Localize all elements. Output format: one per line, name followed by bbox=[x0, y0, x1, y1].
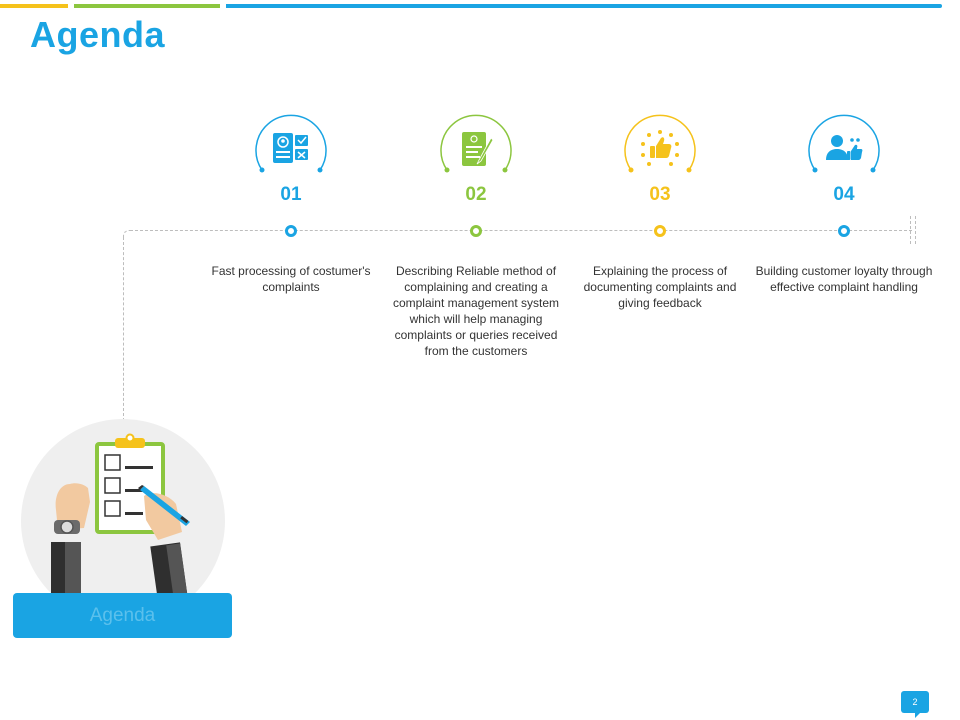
step-number: 03 bbox=[649, 184, 671, 205]
document-checklist-icon bbox=[254, 112, 328, 186]
page-title: Agenda bbox=[30, 14, 166, 55]
agenda-label-box bbox=[13, 593, 232, 638]
agenda-step-2 bbox=[386, 112, 566, 382]
step-description: Fast processing of costumer's complaints bbox=[211, 264, 371, 294]
page-number-badge bbox=[901, 691, 929, 713]
accent-bar-blue bbox=[226, 4, 942, 8]
signed-document-icon bbox=[439, 112, 513, 186]
agenda-step-1 bbox=[201, 112, 381, 382]
timeline-dot bbox=[838, 225, 850, 237]
timeline-dot bbox=[285, 225, 297, 237]
step-description: Explaining the process of documenting complaints and giving feedback bbox=[583, 264, 737, 310]
customer-loyalty-icon bbox=[807, 112, 881, 186]
timeline-connector bbox=[123, 237, 124, 421]
timeline-dot bbox=[654, 225, 666, 237]
agenda-label: Agenda bbox=[89, 604, 156, 626]
thumbs-up-stars-icon bbox=[623, 112, 697, 186]
agenda-step-4 bbox=[754, 112, 934, 382]
step-number: 04 bbox=[833, 184, 855, 205]
timeline-corner bbox=[123, 230, 133, 240]
agenda-step-3 bbox=[570, 112, 750, 382]
timeline-dot bbox=[470, 225, 482, 237]
step-number: 02 bbox=[465, 184, 487, 205]
step-number: 01 bbox=[280, 184, 302, 205]
step-description: Building customer loyalty through effective complaint handling bbox=[755, 264, 933, 294]
step-description: Describing Reliable method of complaining and creating a complaint management system which will help managing complaints or queries received from the customers bbox=[392, 264, 560, 358]
accent-bar-green bbox=[74, 4, 220, 8]
accent-bar-yellow bbox=[0, 4, 68, 8]
page-number: 2 bbox=[912, 697, 918, 707]
